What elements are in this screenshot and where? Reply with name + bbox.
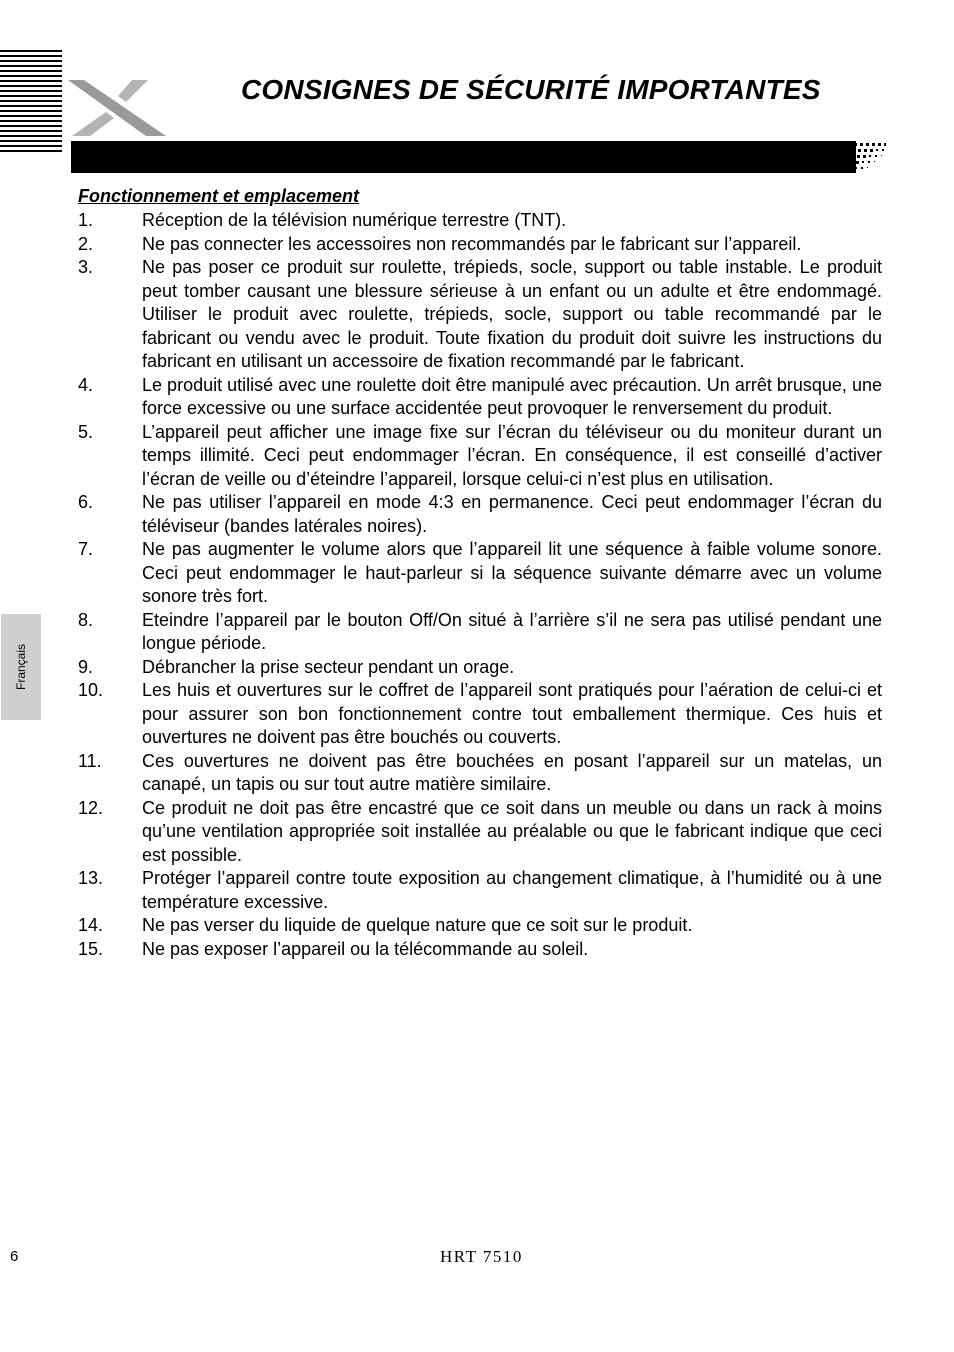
item-text: Ne pas poser ce produit sur roulette, trépieds, socle, support ou table instable. Le produit peut tomber causant une blessure sérieuse à un enfant ou un adulte et être endommagé. Utiliser le produit avec roulette, trépieds, socle, support ou table recommandé par le fabricant ou vendu avec le produit. Toute fixation du produit doit suivre les instructions du fabricant en utilisant un accessoire de fixation recommandé par le fabricant.	[142, 257, 882, 371]
halftone-dots-decoration	[850, 141, 888, 173]
list-item	[78, 797, 882, 868]
item-text: Débrancher la prise secteur pendant un orage.	[142, 656, 515, 677]
item-text: Réception de la télévision numérique terrestre (TNT).	[142, 210, 567, 230]
item-text: Ne pas exposer l’appareil ou la télécommande au soleil.	[142, 938, 589, 959]
item-number: 8.	[78, 609, 94, 630]
item-text: Ces ouvertures ne doivent pas être bouchées en posant l’appareil sur un matelas, un canapé, un tapis ou sur tout autre matière similaire.	[142, 750, 882, 794]
list-item	[78, 938, 882, 962]
item-text: Ce produit ne doit pas être encastré que ce soit dans un meuble ou dans un rack à moins qu’une ventilation appropriée soit installée au préalable ou que le fabricant indique que ceci est possible.	[142, 797, 882, 865]
item-number: 5.	[78, 421, 94, 442]
item-number: 3.	[78, 257, 94, 277]
safety-instructions-list	[78, 209, 882, 961]
item-number: 13.	[78, 868, 104, 888]
item-number: 12.	[78, 797, 104, 818]
item-text: Protéger l’appareil contre toute exposition au changement climatique, à l’humidité ou à une température excessive.	[142, 868, 882, 912]
item-number: 6.	[78, 492, 94, 512]
list-item	[78, 656, 882, 680]
list-item	[78, 750, 882, 797]
item-text: Ne pas connecter les accessoires non recommandés par le fabricant sur l’appareil.	[142, 233, 802, 254]
item-text: Ne pas utiliser l’appareil en mode 4:3 en permanence. Ceci peut endommager l’écran du téléviseur (bandes latérales noires).	[142, 492, 882, 536]
list-item	[78, 679, 882, 750]
list-item	[78, 609, 882, 656]
title-bar	[71, 141, 856, 173]
list-item	[78, 256, 882, 374]
list-item	[78, 538, 882, 609]
list-item	[78, 867, 882, 914]
list-item	[78, 374, 882, 421]
item-number: 9.	[78, 656, 94, 677]
item-number: 10.	[78, 680, 104, 700]
item-number: 14.	[78, 915, 104, 935]
item-text: Ne pas verser du liquide de quelque nature que ce soit sur le produit.	[142, 915, 693, 935]
item-number: 15.	[78, 938, 104, 959]
list-item	[78, 209, 882, 233]
item-number: 2.	[78, 233, 94, 254]
x-brand-logo-icon	[66, 74, 170, 138]
item-number: 1.	[78, 210, 94, 230]
header-stripes-decoration	[0, 50, 62, 154]
item-text: Le produit utilisé avec une roulette doit être manipulé avec précaution. Un arrêt brusque, une force excessive ou une surface accidentée peut provoquer le renversement du produit.	[142, 374, 882, 418]
page-title: CONSIGNES DE SÉCURITÉ IMPORTANTES	[241, 74, 821, 105]
page-number: 6	[10, 1248, 19, 1265]
item-number: 11.	[78, 750, 102, 771]
list-item	[78, 914, 882, 938]
item-text: Ne pas augmenter le volume alors que l’appareil lit une séquence à faible volume sonore. Ceci peut endommager le haut-parleur si la séquence suivante démarre avec un volume sonore très fort.	[142, 539, 882, 606]
list-item	[78, 421, 882, 492]
item-number: 7.	[78, 539, 94, 559]
item-text: Eteindre l’appareil par le bouton Off/On situé à l’arrière s’il ne sera pas utilisé pendant une longue période.	[142, 609, 882, 653]
item-number: 4.	[78, 374, 94, 395]
item-text: L’appareil peut afficher une image fixe sur l’écran du téléviseur ou du moniteur durant un temps illimité. Ceci peut endommager l’écran. En conséquence, il est conseillé d’activer l’écran de veille ou d’éteindre l’appareil, lorsque celui-ci n’est plus en utilisation.	[142, 421, 882, 489]
list-item	[78, 491, 882, 538]
language-tab	[1, 614, 41, 720]
item-text: Les huis et ouvertures sur le coffret de l’appareil sont pratiqués pour l’aération de celui-ci et pour assurer son bon fonctionnement contre tout emballement thermique. Ces huis et ouvertures ne doivent pas être bouchés ou couverts.	[142, 680, 882, 747]
model-name: HRT 7510	[440, 1247, 523, 1266]
language-tab-label: Français	[14, 643, 28, 691]
section-heading: Fonctionnement et emplacement	[78, 186, 360, 206]
list-item	[78, 233, 882, 257]
